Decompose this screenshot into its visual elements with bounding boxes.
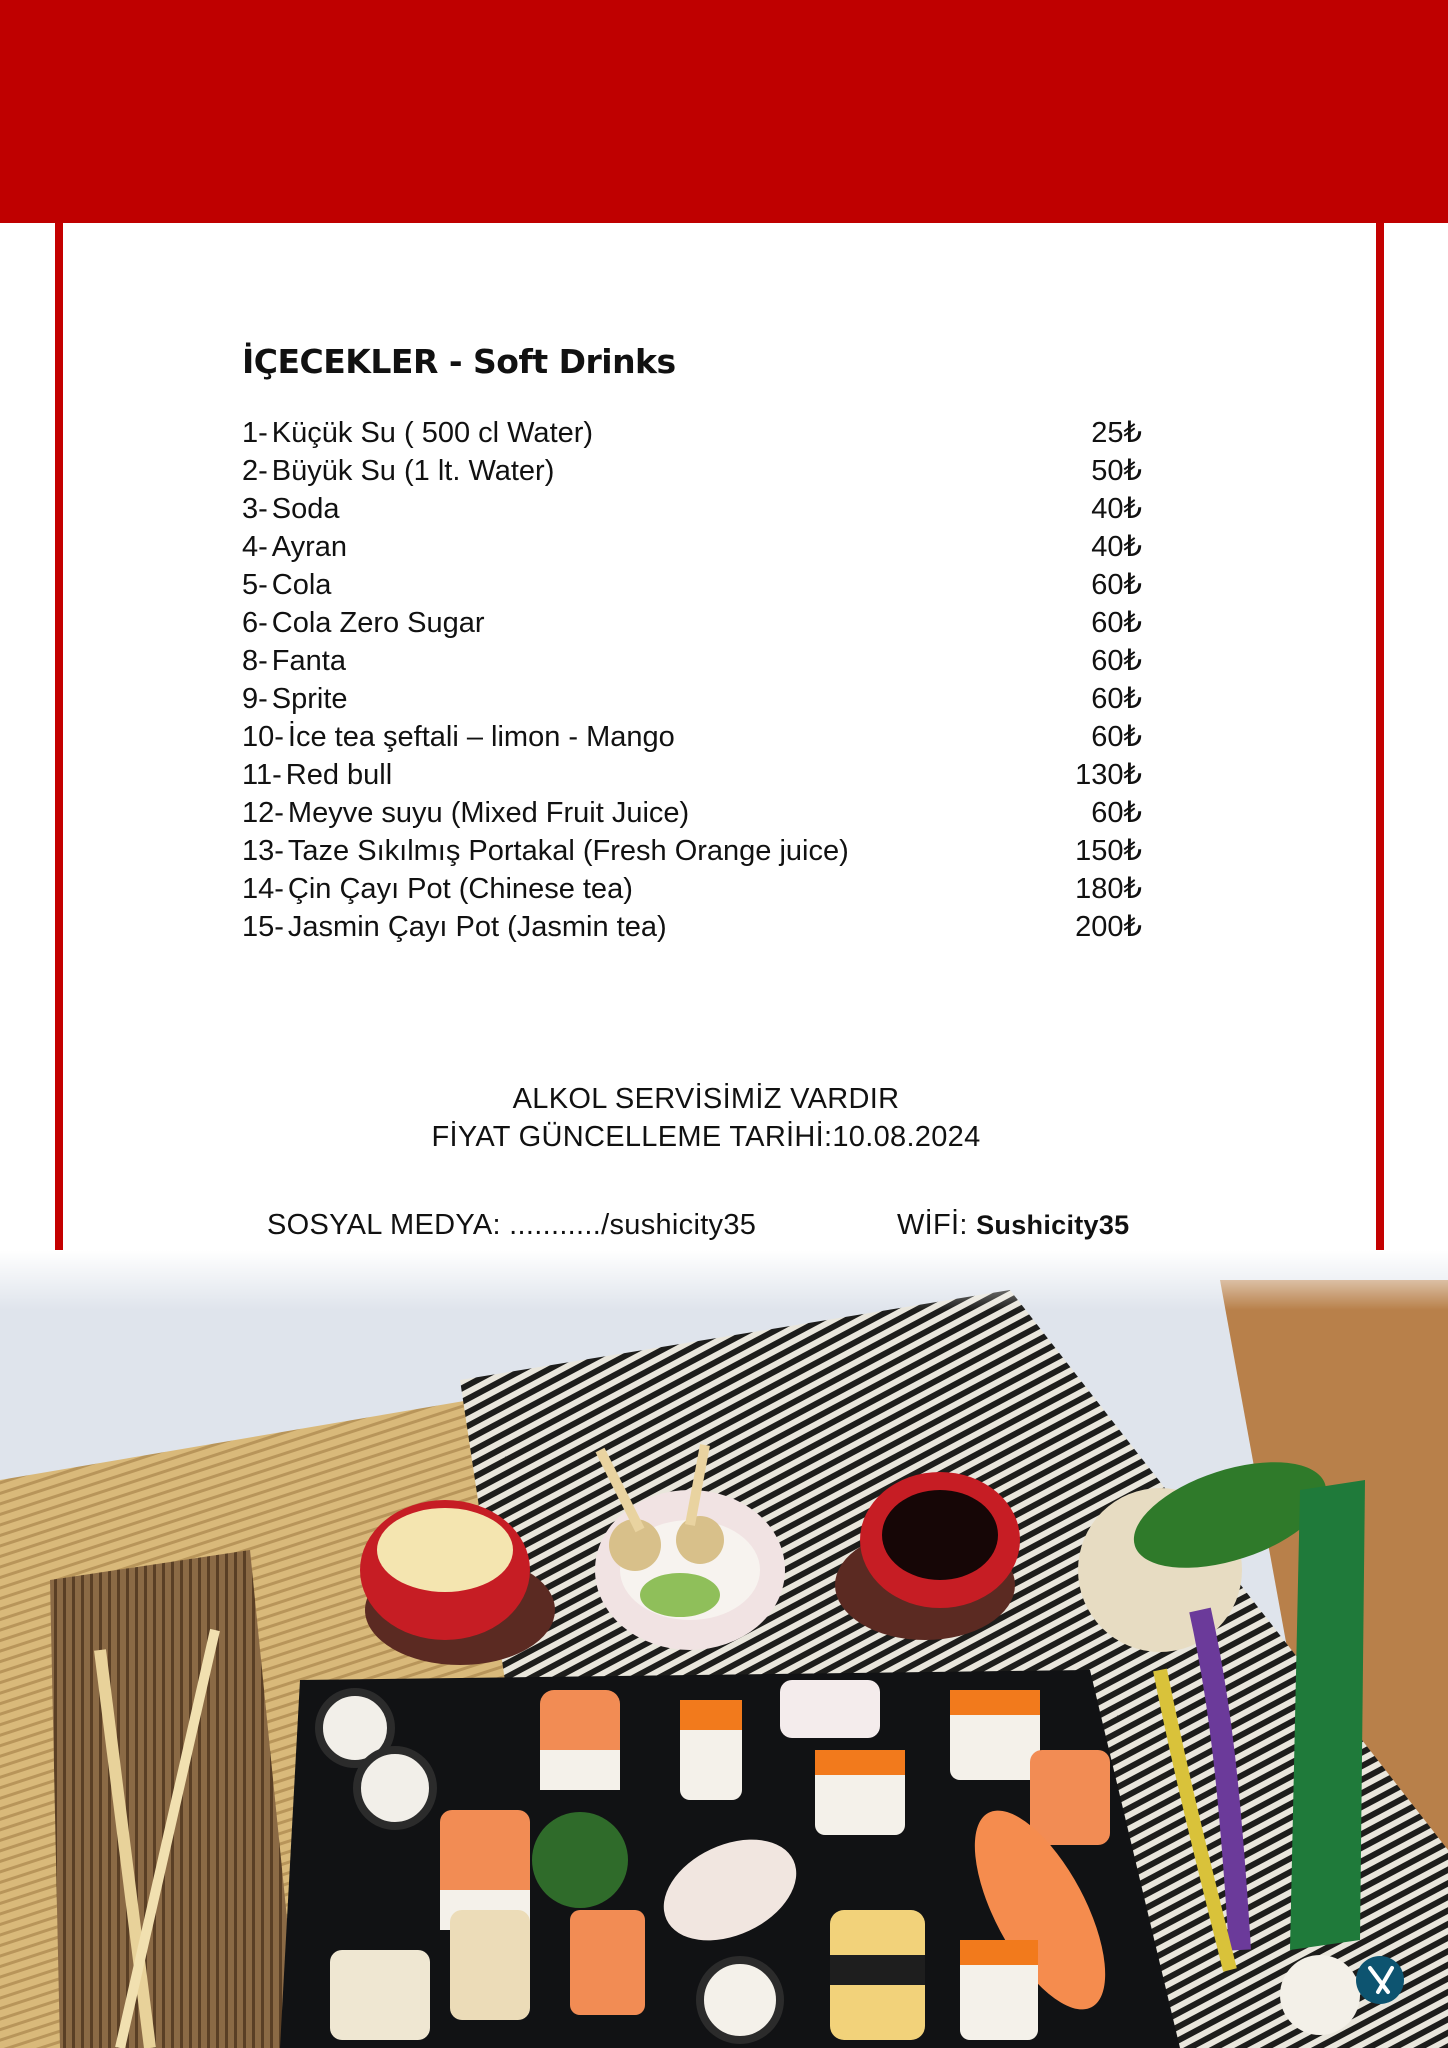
item-number: 8-	[242, 645, 268, 677]
section-title: İÇECEKLER - Soft Drinks	[242, 342, 676, 381]
social-media-handle: SOSYAL MEDYA: .........../sushicity35	[267, 1209, 757, 1241]
item-number: 12-	[242, 797, 284, 829]
menu-item	[242, 870, 1142, 908]
item-number: 6-	[242, 607, 268, 639]
item-number: 10-	[242, 721, 284, 753]
item-number: 14-	[242, 873, 284, 905]
item-name: Taze Sıkılmış Portakal (Fresh Orange juice)	[287, 835, 849, 867]
item-price: 60₺	[1091, 721, 1142, 753]
item-price: 60₺	[1091, 683, 1142, 715]
menu-item	[242, 756, 1142, 794]
item-name: İce tea şeftali – limon - Mango	[287, 721, 675, 753]
alcohol-notice: ALKOL SERVİSİMİZ VARDIR	[512, 1083, 900, 1115]
menu-item	[242, 680, 1142, 718]
item-price: 150₺	[1075, 835, 1142, 867]
sushi-photo-illustration	[0, 1250, 1448, 2048]
item-price: 200₺	[1075, 911, 1142, 943]
menu-item	[242, 528, 1142, 566]
menu-item	[242, 414, 1142, 452]
item-number: 5-	[242, 569, 268, 601]
item-price: 180₺	[1075, 873, 1142, 905]
item-number: 4-	[242, 531, 268, 563]
menu-item	[242, 566, 1142, 604]
item-number: 1-	[242, 417, 268, 449]
menu-item	[242, 718, 1142, 756]
drinks-menu-list	[242, 414, 1142, 946]
wifi-network-name: Sushicity35	[976, 1210, 1130, 1240]
item-number: 9-	[242, 683, 268, 715]
item-name: Soda	[271, 493, 340, 525]
item-name: Red bull	[285, 759, 393, 791]
menu-item	[242, 490, 1142, 528]
item-name: Jasmin Çayı Pot (Jasmin tea)	[287, 911, 667, 943]
chopsticks-badge-icon	[1356, 1956, 1404, 2004]
menu-item	[242, 794, 1142, 832]
sushi-platter-photo	[0, 1250, 1448, 2048]
item-price: 40₺	[1091, 531, 1142, 563]
item-price: 60₺	[1091, 569, 1142, 601]
price-update-notice: FİYAT GÜNCELLEME TARİHİ:10.08.2024	[431, 1121, 981, 1153]
item-number: 2-	[242, 455, 268, 487]
item-name: Küçük Su ( 500 cl Water)	[271, 417, 594, 449]
item-number: 15-	[242, 911, 284, 943]
item-name: Cola Zero Sugar	[271, 607, 485, 639]
wifi-label: WİFİ:	[897, 1209, 968, 1241]
header-red-band	[0, 0, 1448, 223]
item-name: Cola	[271, 569, 332, 601]
item-price: 130₺	[1075, 759, 1142, 791]
menu-item	[242, 604, 1142, 642]
item-name: Fanta	[271, 645, 346, 677]
menu-item	[242, 452, 1142, 490]
item-price: 60₺	[1091, 645, 1142, 677]
item-name: Meyve suyu (Mixed Fruit Juice)	[287, 797, 690, 829]
item-number: 13-	[242, 835, 284, 867]
item-name: Sprite	[271, 683, 348, 715]
item-price: 50₺	[1091, 455, 1142, 487]
item-name: Ayran	[271, 531, 348, 563]
item-price: 40₺	[1091, 493, 1142, 525]
item-number: 3-	[242, 493, 268, 525]
item-price: 25₺	[1091, 417, 1142, 449]
item-name: Büyük Su (1 lt. Water)	[271, 455, 555, 487]
item-name: Çin Çayı Pot (Chinese tea)	[287, 873, 633, 905]
item-number: 11-	[242, 759, 282, 791]
wifi-info	[897, 1209, 1130, 1242]
menu-item	[242, 832, 1142, 870]
item-price: 60₺	[1091, 797, 1142, 829]
menu-item	[242, 642, 1142, 680]
menu-item	[242, 908, 1142, 946]
item-price: 60₺	[1091, 607, 1142, 639]
